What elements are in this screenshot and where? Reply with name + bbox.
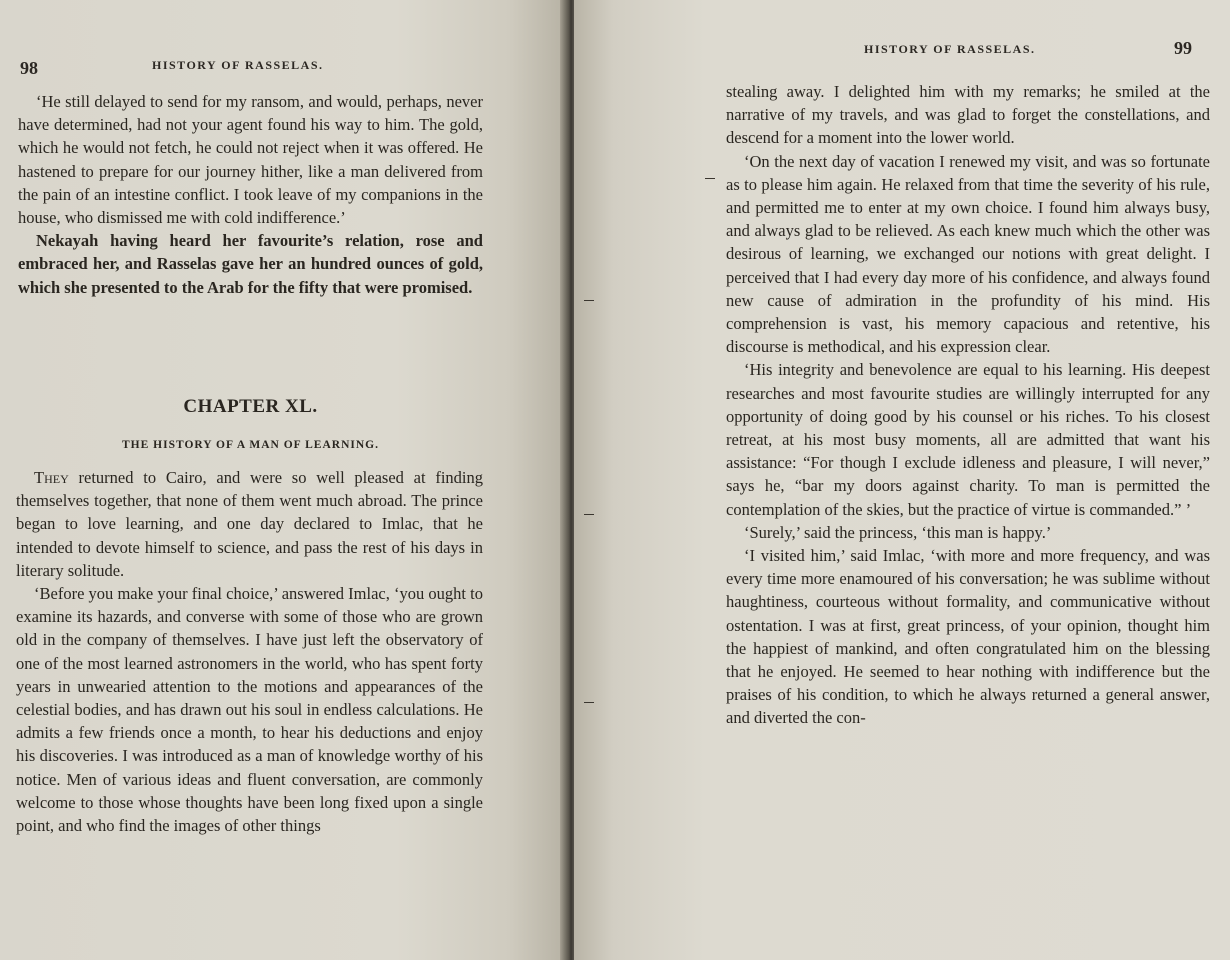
chapter-opening-paragraph	[16, 466, 483, 582]
paragraph: ‘He still delayed to send for my ransom, and would, perhaps, never have determined, had not your agent found his way to him. The gold, which he would not fetch, he could not reject when it was offered. He hastened to prepare for our journey hither, like a man delivered from the pain of an intestine conflict. I took leave of my companions in the house, who dismissed me with cold indifference.’	[18, 92, 483, 228]
left-top-text	[18, 90, 483, 299]
left-page-number: 98	[20, 58, 38, 78]
paragraph: ‘On the next day of vacation I renewed my visit, and was so fortunate as to please him again. He relaxed from that time the severity of his rule, and permitted me to enter at my own choice. I found him always busy, and always glad to be relieved. As each knew much which the other was desirous of learning, we exchanged our notions with great delight. I perceived that I had every day more of his confidence, and always found new cause of admiration in the profundity of his mind. His comprehension is vast, his memory capacious and retentive, his discourse is methodical, and his expression clear.	[726, 151, 1210, 357]
paragraph: stealing away. I delighted him with my remarks; he smiled at the narrative of my travels, and was glad to forget the constellations, and descend for a moment into the lower world.	[726, 82, 1210, 148]
paragraph: Nekayah having heard her favourite’s relation, rose and embraced her, and Rasselas gave her an hundred ounces of gold, which she presented to the Arab for the fifty that were promised.	[18, 231, 483, 297]
margin-mark	[584, 300, 594, 301]
right-page	[574, 0, 1230, 960]
drop-word: They	[34, 468, 69, 487]
left-page	[0, 0, 566, 960]
paragraph: ‘I visited him,’ said Imlac, ‘with more and more frequency, and was every time more enamoured of his conversation; he was sublime without haughtiness, courteous without formality, and communicative without ostentation. I was at first, great princess, of your opinion, thought him the happiest of mankind, and often congratulated him on the blessing that he enjoyed. He seemed to hear nothing with indifference but the praises of his condition, to which he always returned a general answer, and diverted the con-	[726, 546, 1210, 728]
margin-mark	[584, 702, 594, 703]
paragraph: ‘Before you make your final choice,’ answered Imlac, ‘you ought to examine its hazards, and converse with some of those who are grown old in the company of themselves. I have just left the observatory of one of the most learned astronomers in the world, who has spent forty years in unwearied attention to the motions and appearances of the celestial bodies, and has drawn out his soul in endless calculations. He admits a few friends once a month, to hear his deductions and enjoy his discoveries. I was introduced as a man of knowledge worthy of his notice. Men of various ideas and fluent conversation, are commonly welcome to those whose thoughts have been long fixed upon a single point, and who find the images of other things	[16, 584, 483, 836]
margin-mark	[584, 514, 594, 515]
chapter-title: CHAPTER XL.	[183, 396, 318, 417]
chapter-subtitle: THE HISTORY OF A MAN OF LEARNING.	[122, 439, 379, 451]
opening-text: returned to Cairo, and were so well pleased at finding themselves together, that none of them went much abroad. The prince began to love learning, and one day declared to Imlac, that he intended to devote himself to science, and pass the rest of his days in literary solitude.	[16, 468, 483, 580]
left-bottom-text	[16, 466, 483, 837]
right-running-head: HISTORY OF RASSELAS.	[864, 42, 1036, 56]
left-running-head: HISTORY OF RASSELAS.	[152, 58, 324, 72]
right-text	[726, 80, 1210, 730]
paragraph: ‘Surely,’ said the princess, ‘this man is happy.’	[744, 522, 1052, 542]
right-page-number: 99	[1174, 38, 1192, 58]
margin-mark	[705, 178, 715, 179]
paragraph: ‘His integrity and benevolence are equal to his learning. His deepest researches and most favourite studies are willingly interrupted for any opportunity of doing good by his counsel or his riches. To his closest retreat, at his most busy moments, all are admitted that want his assistance: “For though I exclude idleness and pleasure, I will never,” says he, “bar my doors against charity. To man is permitted the contemplation of the skies, but the practice of virtue is commanded.” ’	[726, 360, 1210, 519]
